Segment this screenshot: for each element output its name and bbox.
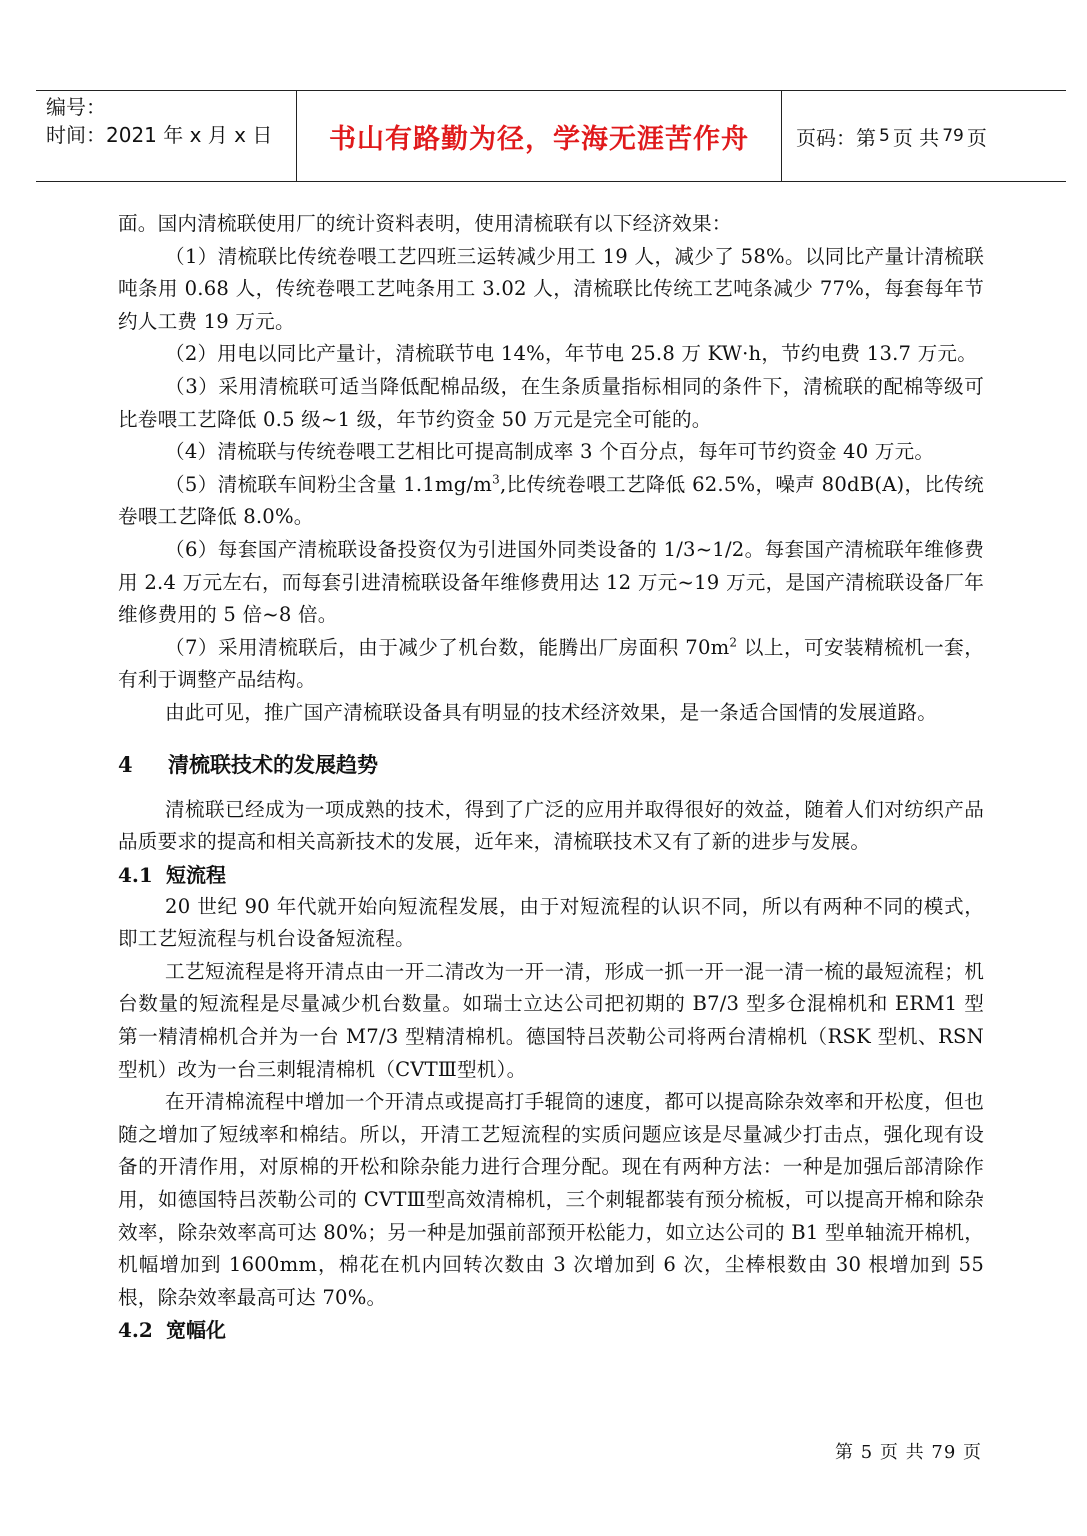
page-header (36, 90, 1066, 182)
subsection-heading (118, 1314, 984, 1346)
page-prefix: 页码：第 (796, 125, 876, 150)
paragraph (118, 632, 984, 697)
header-page-indicator (782, 91, 1066, 181)
paragraph: （6）每套国产清梳联设备投资仅为引进国外同类设备的 1/3~1/2。每套国产清梳联年维修费用 2.4 万元左右，而每套引进清梳联设备年维修费用达 12 万元~19 万元，是国产清梳联设备厂年维修费用的 5 倍~8 倍。 (118, 537, 984, 627)
paragraph: 20 世纪 90 年代就开始向短流程发展，由于对短流程的认识不同，所以有两种不同的模式，即工艺短流程与机台设备短流程。 (118, 894, 984, 951)
paragraph: （1）清梳联比传统卷喂工艺四班三运转减少用工 19 人，减少了 58%。以同比产量计清梳联吨条用 0.68 人，传统卷喂工艺吨条用工 3.02 人，清梳联比传统工艺吨条减少 77%，每套每年节约人工费 19 万元。 (118, 244, 984, 333)
header-motto: 书山有路勤为径，学海无涯苦作舟 (329, 123, 749, 155)
subsection-heading (118, 859, 984, 891)
page-current: 5 (879, 126, 890, 146)
header-motto-cell (296, 91, 782, 181)
section-title: 清梳联技术的发展趋势 (168, 752, 378, 777)
page-footer: 第 5 页 共 79 页 (835, 1442, 982, 1463)
paragraph: 清梳联已经成为一项成熟的技术，得到了广泛的应用并取得很好的效益，随着人们对纺织产品品质要求的提高和相关高新技术的发展，近年来，清梳联技术又有了新的进步与发展。 (118, 797, 984, 854)
subsection-title: 短流程 (166, 862, 226, 887)
paragraph: 工艺短流程是将开清点由一开二清改为一开一清，形成一抓一开一混一清一梳的最短流程；机台数量的短流程是尽量减少机台数量。如瑞士立达公司把初期的 B7/3 型多仓混棉机和 ERM1 型第一精清棉机合并为一台 M7/3 型精清棉机。德国特吕茨勒公司将两台清棉机（RSK 型机、RSN 型机）改为一台三刺辊清棉机（CVTⅢ型机）。 (118, 959, 984, 1081)
header-info (36, 91, 296, 181)
superscript: 3 (492, 472, 500, 487)
document-time: 时间：2021 年 x 月 x 日 (46, 123, 273, 147)
page-mid: 页 共 (892, 125, 940, 150)
document-number-label: 编号： (46, 95, 106, 119)
paragraph: 由此可见，推广国产清梳联设备具有明显的技术经济效果，是一条适合国情的发展道路。 (165, 700, 937, 724)
paragraph-text: （7）采用清梳联后，由于减少了机台数，能腾出厂房面积 70m (165, 635, 730, 659)
paragraph: （2）用电以同比产量计，清梳联节电 14%，年节电 25.8 万 KW·h，节约电费 13.7 万元。 (165, 342, 978, 366)
paragraph: （3）采用清梳联可适当降低配棉品级，在生条质量指标相同的条件下，清梳联的配棉等级可比卷喂工艺降低 0.5 级~1 级，年节约资金 50 万元是完全可能的。 (118, 374, 984, 431)
section-number: 4 (118, 751, 133, 777)
subsection-title: 宽幅化 (166, 1318, 226, 1343)
body-content (118, 208, 984, 1346)
paragraph: 在开清棉流程中增加一个开清点或提高打手辊筒的速度，都可以提高除杂效率和开松度，但也随之增加了短绒率和棉结。所以，开清工艺短流程的实质问题应该是尽量减少打击点，强化现有设备的开清作用，对原棉的开松和除杂能力进行合理分配。现在有两种方法：一种是加强后部清除作用，如德国特吕茨勒公司的 CVTⅢ型高效清棉机，三个刺辊都装有预分梳板，可以提高开棉和除杂效率，除杂效率高可达 80%；另一种是加强前部预开松能力，如立达公司的 B1 型单轴流开棉机，机幅增加到 1600mm，棉花在机内回转次数由 3 次增加到 6 次，尘棒根数由 30 根增加到 55 根，除杂效率最高可达 70%。 (118, 1090, 984, 1309)
subsection-number: 4.2 (118, 1318, 153, 1343)
section-heading (118, 748, 984, 782)
paragraph-text: 以上，可安装精梳机一套，有利于调整产品结构。 (118, 635, 984, 692)
paragraph: 面。国内清梳联使用厂的统计资料表明，使用清梳联有以下经济效果： (118, 212, 732, 235)
page-suffix: 页 (966, 125, 987, 150)
paragraph (118, 469, 984, 534)
superscript: 2 (729, 635, 738, 650)
paragraph-text: ,比传统卷喂工艺降低 62.5%，噪声 80dB(A)，比传统卷喂工艺降低 8.0%。 (118, 472, 984, 529)
paragraph: （4）清梳联与传统卷喂工艺相比可提高制成率 3 个百分点，每年可节约资金 40 万元。 (165, 440, 935, 464)
paragraph-text: （5）清梳联车间粉尘含量 1.1mg/m (165, 472, 493, 496)
subsection-number: 4.1 (118, 862, 153, 887)
page-total: 79 (942, 126, 964, 146)
